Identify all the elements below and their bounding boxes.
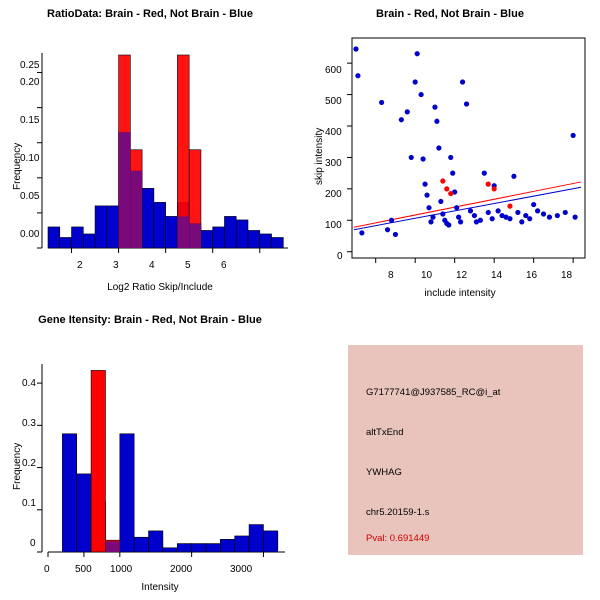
ratio-histogram-title: RatioData: Brain - Red, Not Brain - Blue <box>47 8 253 20</box>
scatter-ytick-1: 100 <box>325 220 342 231</box>
scatter-xtick-5: 18 <box>561 270 573 281</box>
ratio-histogram-plot <box>0 0 300 300</box>
intensity-ytick-3: 0.3 <box>22 418 36 429</box>
ratio-xtick-3: 5 <box>185 260 191 271</box>
ratio-xtick-4: 6 <box>221 260 227 271</box>
panel-scatter <box>300 0 600 300</box>
scatter-ytick-2: 200 <box>325 189 342 200</box>
scatter-plot <box>300 0 600 300</box>
scatter-ytick-6: 600 <box>325 65 342 76</box>
ratio-ytick-0: 0.00 <box>20 229 40 240</box>
scatter-ylabel: skip intensity <box>314 127 325 185</box>
intensity-xtick-2: 1000 <box>110 564 133 575</box>
intensity-ytick-1: 0.1 <box>22 498 36 509</box>
gene-symbol-text: YWHAG <box>366 467 402 478</box>
pvalue-text: Pval: 0.691449 <box>366 533 430 544</box>
intensity-histogram-xlabel: Intensity <box>141 582 179 593</box>
ratio-ytick-2: 0.10 <box>20 153 40 164</box>
probe-id-text: G7177741@J937585_RC@i_at <box>366 387 501 398</box>
ratio-histogram-xlabel: Log2 Ratio Skip/Include <box>107 282 213 293</box>
scatter-ytick-4: 400 <box>325 127 342 138</box>
intensity-ytick-4: 0.4 <box>22 378 36 389</box>
scatter-xtick-4: 16 <box>526 270 538 281</box>
ratio-ytick-1: 0.05 <box>20 191 40 202</box>
scatter-xtick-2: 12 <box>456 270 468 281</box>
scatter-xtick-1: 10 <box>421 270 433 281</box>
intensity-ytick-2: 0.2 <box>22 458 36 469</box>
ratio-ytick-4: 0.20 <box>20 77 40 88</box>
ratio-xtick-2: 4 <box>149 260 155 271</box>
intensity-histogram-title: Gene Itensity: Brain - Red, Not Brain - Blue <box>38 314 262 326</box>
intensity-xtick-3: 2000 <box>170 564 193 575</box>
ratio-xtick-1: 3 <box>113 260 119 271</box>
locus-text: chr5.20159-1.s <box>366 507 430 518</box>
ratio-histogram-ylabel: Frequency <box>12 142 23 190</box>
intensity-xtick-0: 0 <box>44 564 50 575</box>
scatter-ytick-0: 0 <box>337 251 343 262</box>
scatter-xtick-0: 8 <box>388 270 394 281</box>
panel-ratio-histogram <box>0 0 300 300</box>
scatter-ytick-5: 500 <box>325 96 342 107</box>
intensity-histogram-plot <box>0 300 300 600</box>
intensity-xtick-1: 500 <box>75 564 92 575</box>
scatter-ytick-3: 300 <box>325 158 342 169</box>
ratio-ytick-5: 0.25 <box>20 60 40 71</box>
intensity-histogram-ylabel: Frequency <box>12 442 23 490</box>
intensity-xtick-4: 3000 <box>230 564 253 575</box>
ratio-ytick-3: 0.15 <box>20 115 40 126</box>
scatter-xlabel: include intensity <box>424 288 496 299</box>
intensity-ytick-0: 0 <box>30 538 36 549</box>
scatter-xtick-3: 14 <box>491 270 503 281</box>
scatter-title: Brain - Red, Not Brain - Blue <box>376 8 524 20</box>
ratio-xtick-0: 2 <box>77 260 83 271</box>
event-type-text: altTxEnd <box>366 427 404 438</box>
panel-intensity-histogram <box>0 300 300 600</box>
probe-info-box <box>348 345 583 555</box>
